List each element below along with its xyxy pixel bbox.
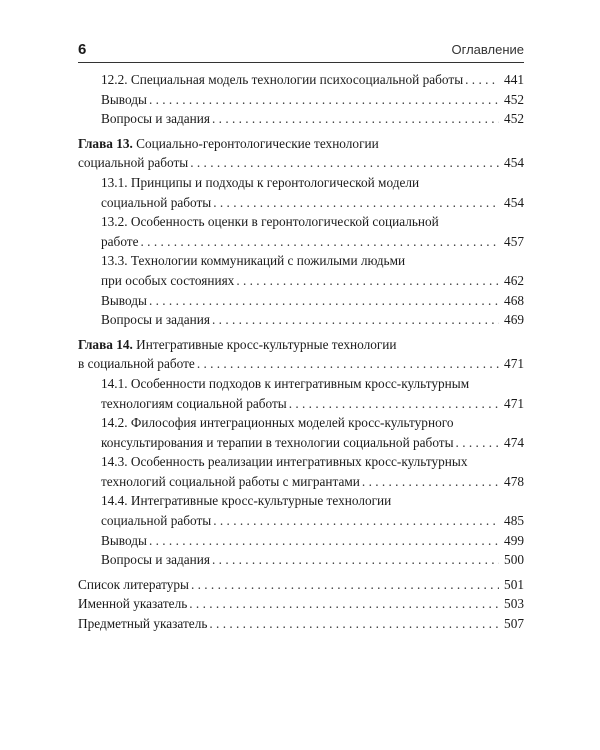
chapter-label: Глава 14. [78,336,133,352]
dot-leader [212,550,499,570]
page-number: 6 [78,41,87,58]
toc-entry[interactable] [78,452,524,491]
toc-entry-text: в социальной работе [78,356,195,372]
toc-entry[interactable] [78,575,524,595]
dot-leader [141,232,499,252]
table-of-contents [78,70,524,634]
toc-chapter-entry[interactable] [78,134,524,173]
toc-page-number: 452 [504,91,524,107]
toc-entry-text: работе [101,233,139,249]
toc-entry[interactable] [78,212,524,251]
chapter-label: Глава 13. [78,135,133,151]
toc-entry[interactable] [78,531,524,551]
dot-leader [149,90,499,110]
running-header [78,41,524,61]
toc-entry-text: консультирования и терапии в технологии социальной работы [101,434,454,450]
toc-entry-text: 13.3. Технологии коммуникаций с пожилыми людьми [101,253,406,269]
toc-entry[interactable] [78,291,524,311]
toc-page-number: 485 [504,513,524,529]
dot-leader [212,109,499,129]
toc-page-number: 478 [504,473,524,489]
toc-entry-text: при особых состояниях [101,272,235,288]
toc-page-number: 507 [504,616,524,632]
toc-page-number: 454 [504,194,524,210]
toc-entry-text: 14.2. Философия интеграционных моделей кросс-культурного [101,415,454,431]
toc-entry-text: Предметный указатель [78,616,208,632]
toc-entry-text: Выводы [101,532,147,548]
dot-leader [189,594,499,614]
toc-page-number: 452 [504,111,524,127]
toc-entry-text: социальной работы [78,155,189,171]
toc-page-number: 500 [504,552,524,568]
toc-entry-text: 12.2. Специальная модель технологии психосоциальной работы [101,72,464,87]
toc-entry-text: Выводы [101,91,147,107]
dot-leader [236,271,499,291]
toc-entry[interactable] [78,70,524,90]
toc-entry-text: 14.1. Особенности подходов к интегративным кросс-культурным [101,375,470,391]
toc-entry[interactable] [78,90,524,110]
toc-entry[interactable] [78,374,524,413]
toc-entry-text: технологий социальной работы с мигрантами [101,473,360,489]
toc-entry-text: Глава 14. Интегративные кросс-культурные технологии [78,336,397,352]
toc-entry[interactable] [78,594,524,614]
dot-leader [213,511,499,531]
dot-leader [190,153,499,173]
toc-entry-text: Вопросы и задания [101,552,211,568]
toc-page-number: 441 [504,72,524,87]
toc-page-number: 471 [504,395,524,411]
toc-entry-text: Глава 13. Социально-геронтологические технологии [78,135,379,151]
toc-entry-text: Список литературы [78,576,189,592]
toc-entry-text: 14.3. Особенность реализации интегративных кросс-культурных [101,454,468,470]
toc-entry[interactable] [78,173,524,212]
toc-entry-text: социальной работы [101,194,212,210]
dot-leader [209,614,499,634]
toc-page-number: 474 [504,434,524,450]
toc-chapter-entry[interactable] [78,335,524,374]
dot-leader [465,70,499,90]
header-rule [78,62,524,63]
dot-leader [213,193,499,213]
toc-entry-text: социальной работы [101,513,212,529]
toc-entry-text: Вопросы и задания [101,312,211,328]
toc-page-number: 468 [504,292,524,308]
toc-entry[interactable] [78,109,524,129]
dot-leader [212,310,499,330]
toc-entry-text: Именной указатель [78,596,188,612]
toc-entry[interactable] [78,491,524,530]
toc-page-number: 499 [504,532,524,548]
toc-entry[interactable] [78,614,524,634]
toc-entry-text: 13.2. Особенность оценки в геронтологической социальной [101,214,439,230]
toc-entry[interactable] [78,310,524,330]
dot-leader [149,531,499,551]
toc-page-number: 471 [504,356,524,372]
toc-page-number: 454 [504,155,524,171]
dot-leader [191,575,499,595]
toc-entry-text: Вопросы и задания [101,111,211,127]
toc-page-number: 501 [504,576,524,592]
dot-leader [149,291,499,311]
toc-page-number: 503 [504,596,524,612]
toc-entry[interactable] [78,550,524,570]
toc-page-number: 457 [504,233,524,249]
dot-leader [456,433,499,453]
toc-entry-text: 13.1. Принципы и подходы к геронтологической модели [101,174,420,190]
dot-leader [289,394,499,414]
toc-page-number: 469 [504,312,524,328]
dot-leader [362,472,499,492]
toc-entry-text: технологиям социальной работы [101,395,287,411]
toc-entry[interactable] [78,251,524,290]
dot-leader [197,354,499,374]
toc-entry-text: 14.4. Интегративные кросс-культурные технологии [101,493,392,509]
toc-entry-text: Выводы [101,292,147,308]
toc-page-number: 462 [504,272,524,288]
toc-entry[interactable] [78,413,524,452]
running-title: Оглавление [451,42,524,57]
